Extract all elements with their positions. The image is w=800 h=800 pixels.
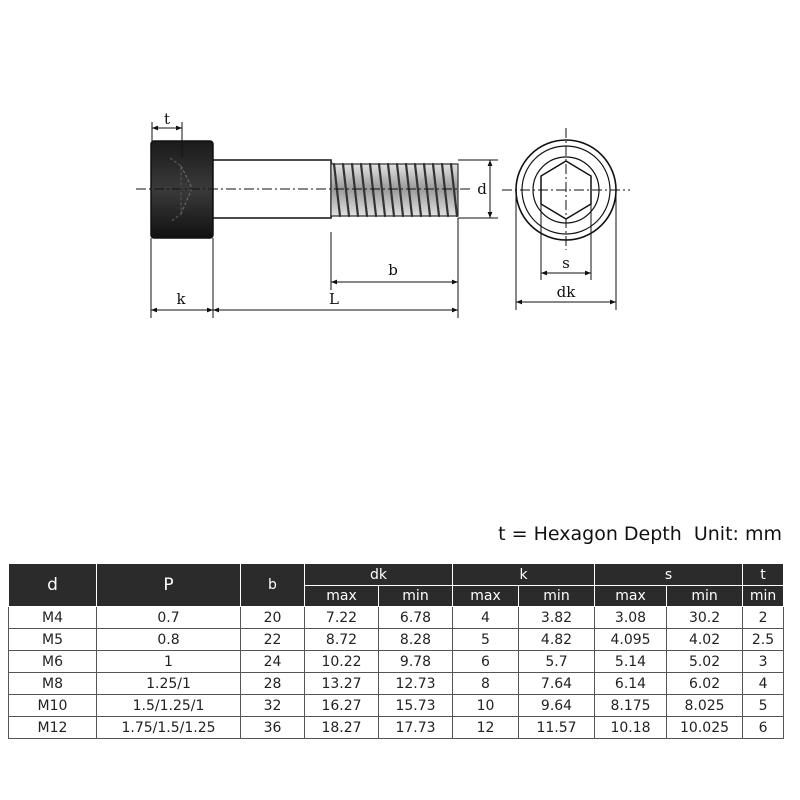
label-t: t [163, 110, 171, 128]
cell-k-min: 7.64 [519, 673, 595, 695]
cell-b: 22 [241, 629, 305, 651]
header-P: P [97, 564, 241, 607]
label-dk: dk [556, 283, 576, 301]
cell-k-max: 4 [453, 607, 519, 629]
cell-t-min: 6 [743, 717, 784, 739]
cell-s-min: 6.02 [667, 673, 743, 695]
dimension-k-L [151, 238, 458, 318]
cell-t-min: 4 [743, 673, 784, 695]
cell-b: 32 [241, 695, 305, 717]
cell-k-min: 11.57 [519, 717, 595, 739]
header-k-min: min [519, 586, 595, 607]
cell-s-max: 3.08 [595, 607, 667, 629]
cell-P: 1.75/1.5/1.25 [97, 717, 241, 739]
cell-dk-max: 13.27 [305, 673, 379, 695]
cell-dk-max: 16.27 [305, 695, 379, 717]
header-s: s [595, 564, 743, 586]
spec-table [8, 563, 784, 739]
header-s-max: max [595, 586, 667, 607]
cell-s-max: 5.14 [595, 651, 667, 673]
cell-dk-max: 8.72 [305, 629, 379, 651]
cell-k-max: 12 [453, 717, 519, 739]
label-b: b [388, 261, 398, 279]
cell-dk-min: 9.78 [379, 651, 453, 673]
label-d: d [477, 180, 487, 198]
header-dk-max: max [305, 586, 379, 607]
cell-k-min: 3.82 [519, 607, 595, 629]
cell-k-max: 5 [453, 629, 519, 651]
cell-s-min: 5.02 [667, 651, 743, 673]
header-dk: dk [305, 564, 453, 586]
cell-b: 36 [241, 717, 305, 739]
cell-d: M4 [9, 607, 97, 629]
table-row [9, 629, 784, 651]
table-row [9, 717, 784, 739]
cell-dk-min: 15.73 [379, 695, 453, 717]
screw-head-end-view [502, 128, 630, 250]
cell-b: 20 [241, 607, 305, 629]
cell-s-max: 10.18 [595, 717, 667, 739]
table-row [9, 695, 784, 717]
cell-P: 1.25/1 [97, 673, 241, 695]
cell-k-min: 4.82 [519, 629, 595, 651]
header-t-min: min [743, 586, 784, 607]
cell-b: 28 [241, 673, 305, 695]
header-dk-min: min [379, 586, 453, 607]
cell-s-min: 10.025 [667, 717, 743, 739]
cell-s-max: 4.095 [595, 629, 667, 651]
cell-dk-min: 8.28 [379, 629, 453, 651]
cell-dk-min: 6.78 [379, 607, 453, 629]
cell-t-min: 2.5 [743, 629, 784, 651]
header-k-max: max [453, 586, 519, 607]
cell-P: 1.5/1.25/1 [97, 695, 241, 717]
label-s: s [562, 254, 570, 272]
table-row [9, 673, 784, 695]
label-k: k [176, 290, 186, 308]
cell-d: M5 [9, 629, 97, 651]
cell-d: M6 [9, 651, 97, 673]
cell-k-max: 10 [453, 695, 519, 717]
cell-dk-max: 10.22 [305, 651, 379, 673]
header-t: t [743, 564, 784, 586]
cell-s-min: 4.02 [667, 629, 743, 651]
cell-s-max: 8.175 [595, 695, 667, 717]
header-s-min: min [667, 586, 743, 607]
cell-t-min: 3 [743, 651, 784, 673]
header-b: b [241, 564, 305, 607]
header-k: k [453, 564, 595, 586]
cell-k-min: 5.7 [519, 651, 595, 673]
cell-P: 0.7 [97, 607, 241, 629]
cell-P: 1 [97, 651, 241, 673]
cell-dk-min: 12.73 [379, 673, 453, 695]
cell-t-min: 5 [743, 695, 784, 717]
header-d: d [9, 564, 97, 607]
cell-dk-max: 18.27 [305, 717, 379, 739]
cell-d: M8 [9, 673, 97, 695]
cell-b: 24 [241, 651, 305, 673]
cell-k-min: 9.64 [519, 695, 595, 717]
cell-t-min: 2 [743, 607, 784, 629]
table-row [9, 651, 784, 673]
cell-d: M12 [9, 717, 97, 739]
cell-k-max: 6 [453, 651, 519, 673]
table-row [9, 607, 784, 629]
label-L: L [329, 290, 339, 308]
cell-P: 0.8 [97, 629, 241, 651]
unit-caption: t = Hexagon Depth Unit: mm [498, 523, 782, 545]
dimension-b [331, 218, 458, 318]
cell-s-min: 30.2 [667, 607, 743, 629]
cell-s-min: 8.025 [667, 695, 743, 717]
cell-s-max: 6.14 [595, 673, 667, 695]
cell-dk-min: 17.73 [379, 717, 453, 739]
cell-dk-max: 7.22 [305, 607, 379, 629]
cell-k-max: 8 [453, 673, 519, 695]
cell-d: M10 [9, 695, 97, 717]
